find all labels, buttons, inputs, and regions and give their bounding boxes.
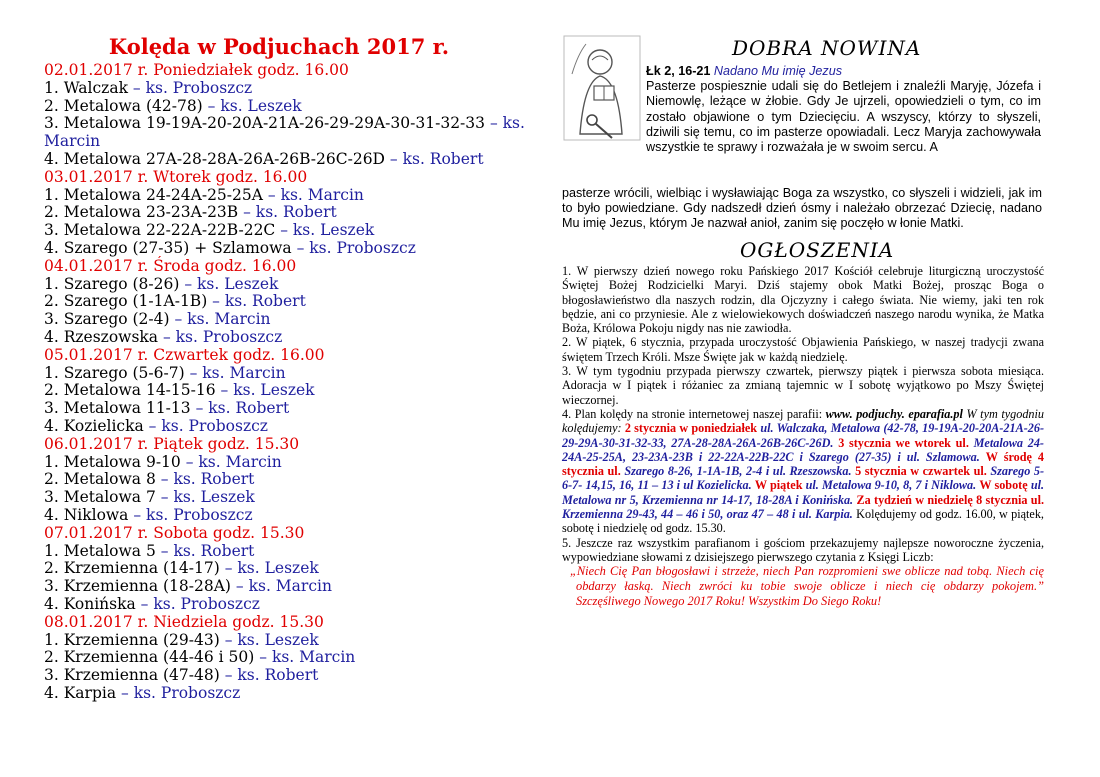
dobra-nowina-heading: DOBRA NOWINA	[732, 36, 922, 60]
entry-priest: ks. Leszek	[197, 274, 279, 293]
entry-place: 2. Krzemienna (44-46 i 50)	[44, 648, 255, 667]
entry-priest: ks. Marcin	[44, 114, 525, 151]
entry-dash: –	[385, 149, 403, 168]
entry-dash: –	[190, 399, 209, 418]
gospel-text-continued: pasterze wrócili, wielbiąc i wysławiając Boga za wszystko, co słyszeli i widzieli, jak im to było powiedziane. Gdy nadszedł dzień ósmy i należało obrzezać Dziecię, nadano Mu imię Jezus, którym Je nazwał anioł, zanim się poczęło w łonie Matki.	[562, 186, 1042, 231]
day-header: 05.01.2017 r. Czwartek godz. 16.00	[44, 345, 325, 364]
schedule-entry	[44, 667, 534, 685]
entry-priest: ks. Robert	[255, 203, 337, 222]
ann4-streets-sat: ul. Metalowa nr 5, Krzemienna nr 14-17, 18-28A i Konińska.	[562, 478, 1045, 507]
gospel-ref: Łk 2, 16-21	[646, 64, 711, 78]
entry-place: 3. Krzemienna (18-28A)	[44, 577, 231, 596]
entry-dash: –	[155, 488, 174, 507]
entry-place: 3. Metalowa 11-13	[44, 399, 191, 418]
entry-dash: –	[179, 274, 198, 293]
entry-place: 4. Szarego (27-35) + Szlamowa	[44, 238, 292, 257]
entry-dash: –	[275, 221, 293, 240]
schedule-entry	[44, 685, 534, 703]
schedule-entry	[44, 151, 534, 169]
ann4-day-thu: 5 stycznia w czwartek ul.	[855, 464, 987, 479]
entry-dash: –	[158, 327, 176, 346]
entry-dash: –	[169, 310, 188, 329]
day-header: 04.01.2017 r. Środa godz. 16.00	[44, 256, 297, 275]
schedule-entry	[44, 649, 534, 667]
entry-priest: ks. Robert	[237, 666, 319, 685]
entry-place: 4. Niklowa	[44, 505, 129, 524]
schedule-entry	[44, 204, 534, 222]
entry-priest: ks. Leszek	[220, 96, 302, 115]
schedule-entry	[44, 507, 534, 525]
entry-dash: –	[238, 203, 256, 222]
day-header: 06.01.2017 r. Piątek godz. 15.30	[44, 434, 300, 453]
entry-place: 4. Rzeszowska	[44, 327, 159, 346]
entry-dash: –	[230, 577, 249, 596]
announcement-2: 2. W piątek, 6 stycznia, przypada uroczystość Objawienia Pańskiego, w naszej tradycji zwana świętem Trzech Króli. Msze Święte jak w każdą niedzielę.	[562, 335, 1044, 364]
schedule-entry	[44, 222, 534, 240]
entry-dash: –	[262, 185, 281, 204]
entry-dash: –	[127, 78, 146, 97]
entry-priest: ks. Leszek	[173, 488, 255, 507]
entry-place: 2. Szarego (1-1A-1B)	[44, 292, 208, 311]
entry-dash: –	[155, 470, 174, 489]
entry-place: 1. Szarego (5-6-7)	[44, 363, 185, 382]
entry-place: 4. Metalowa 27A-28-28A-26A-26B-26C-26D	[44, 149, 385, 168]
parish-website-link[interactable]: www. podjuchy. eparafia.pl	[825, 406, 963, 421]
ann4-lead: W tym tygodniu kolędujemy:	[562, 406, 1044, 436]
schedule-title: Kolęda w Podjuchach 2017 r.	[108, 34, 450, 59]
schedule-entry	[44, 400, 534, 418]
entry-place: 2. Metalowa (42-78)	[44, 96, 203, 115]
entry-priest: ks. Leszek	[233, 381, 315, 400]
schedule-entry	[44, 578, 534, 596]
schedule-entry	[44, 543, 534, 561]
entry-place: 4. Kozielicka	[44, 416, 144, 435]
entry-dash: –	[219, 559, 238, 578]
entry-place: 1. Metalowa 9-10	[44, 452, 181, 471]
announcement-3: 3. W tym tygodniu przypada pierwszy czwartek, pierwszy piątek i pierwsza sobota miesiąca. Adoracja w I piątek i różaniec za zmianą tajemnic w I sobotę wyjątkowo po Mszy Świętej wieczornej.	[562, 364, 1044, 407]
entry-place: 2. Krzemienna (14-17)	[44, 559, 220, 578]
ann4-day-tue: 3 stycznia we wtorek ul.	[838, 435, 969, 450]
schedule-entry	[44, 240, 534, 258]
ann4-streets-tue: Metalowa 24-24A-25-25A, 23-23A-23B i 22-22A-22B-22C i Szarego (27-35) i ul. Szlamowa.	[562, 435, 1044, 464]
entry-dash: –	[155, 541, 174, 560]
entry-place: 2. Metalowa 8	[44, 470, 156, 489]
entry-priest: ks. Robert	[208, 399, 290, 418]
entry-place: 1. Metalowa 24-24A-25-25A	[44, 185, 263, 204]
entry-priest: ks. Leszek	[237, 630, 319, 649]
entry-place: 2. Metalowa 23-23A-23B	[44, 203, 239, 222]
entry-priest: ks. Marcin	[198, 452, 282, 471]
ann4-streets-thu: Szarego 5-6-7- 14,15, 16, 11 – 13 i ul Kozielicka.	[562, 464, 1045, 493]
gospel-text-1: Pasterze pospiesznie udali się do Betlejem i znaleźli Maryję, Józefa i Niemowlę, leżące w żłobie. Gdy Je ujrzeli, opowiedzieli o tym, co im zostało objawione o tym Dziecięciu. A wszyscy, którzy to słyszeli, dziwili się temu, co im pasterze opowiadali. Lecz Maryja zachowywała wszystkie te sprawy i rozważała je w swoim sercu. A	[646, 79, 1041, 155]
schedule-days	[44, 62, 534, 703]
schedule-entry	[44, 471, 534, 489]
entry-place: 3. Metalowa 7	[44, 488, 156, 507]
schedule-entry	[44, 365, 534, 383]
ann4-hours: Kolędujemy od godz. 16.00, w piątek, sobotę i niedzielę od godz. 15.30.	[562, 507, 1044, 536]
day-header: 03.01.2017 r. Wtorek godz. 16.00	[44, 167, 308, 186]
entry-place: 4. Konińska	[44, 594, 136, 613]
schedule-entry	[44, 311, 534, 329]
announcements	[562, 264, 1044, 609]
ogloszenia-heading: OGŁOSZENIA	[740, 238, 895, 262]
ann4-day-mon: 2 stycznia w poniedziałek	[624, 421, 758, 436]
entry-dash: –	[215, 381, 234, 400]
schedule-entry	[44, 489, 534, 507]
entry-priest: ks. Proboszcz	[153, 594, 260, 613]
schedule-entry	[44, 98, 534, 116]
entry-priest: ks. Robert	[173, 541, 255, 560]
entry-priest: ks. Marcin	[271, 648, 356, 667]
entry-place: 3. Metalowa 19-19A-20-20A-21A-26-29-29A-30-31-32-33	[44, 114, 486, 133]
ann4-day-sat: W sobotę	[979, 478, 1028, 493]
entry-dash: –	[135, 594, 154, 613]
entry-dash: –	[143, 416, 162, 435]
kolenda-schedule	[44, 34, 534, 703]
entry-priest: ks. Robert	[173, 470, 255, 489]
announcement-1: 1. W pierwszy dzień nowego roku Pańskiego 2017 Kościół celebruje liturgiczną uroczystość Świętej Bożej Rodzicielki Maryi. Dziś stajemy obok Matki Bożej, prosząc Boga o błogosławieństwo dla naszych rodzin, dla Ojczyzny i całego świata. Nie wiemy, jaki ten rok będzie, ani co przyniesie. Ale z wielowiekowych doświadczeń naszego narodu wynika, że Matka Boża, Królowa Pokoju nigdy nas nie zawiodła.	[562, 264, 1044, 336]
entry-priest: ks. Robert	[224, 292, 306, 311]
entry-priest: ks. Marcin	[202, 363, 286, 382]
schedule-entry	[44, 632, 534, 650]
entry-dash: –	[180, 452, 199, 471]
entry-priest: ks. Proboszcz	[309, 238, 416, 257]
entry-dash: –	[485, 114, 503, 133]
ann4-day-sun: Za tydzień w niedzielę 8 stycznia ul.	[856, 492, 1045, 507]
schedule-entry	[44, 418, 534, 436]
gospel-text	[646, 64, 1041, 155]
entry-dash: –	[116, 683, 134, 702]
entry-place: 3. Metalowa 22-22A-22B-22C	[44, 221, 276, 240]
entry-priest: ks. Proboszcz	[175, 327, 283, 346]
day-header: 08.01.2017 r. Niedziela godz. 15.30	[44, 612, 324, 631]
schedule-entry	[44, 454, 534, 472]
entry-place: 3. Krzemienna (47-48)	[44, 666, 220, 685]
entry-place: 1. Krzemienna (29-43)	[44, 630, 220, 649]
entry-place: 1. Szarego (8-26)	[44, 274, 180, 293]
ann4-streets-mon: ul. Walczaka, Metalowa (42-78, 19-19A-20-20A-21A-26-29-29A-30-31-32-33, 27A-28-28A-26A-26B-26C-26D.	[562, 421, 1045, 450]
entry-priest: ks. Proboszcz	[133, 683, 241, 702]
entry-priest: ks. Marcin	[248, 577, 332, 596]
ann4-intro: 4. Plan kolędy na stronie internetowej naszej parafii:	[562, 406, 823, 421]
entry-place: 1. Metalowa 5	[44, 541, 156, 560]
entry-priest: ks. Marcin	[187, 310, 271, 329]
day-header: 02.01.2017 r. Poniedziałek godz. 16.00	[44, 61, 349, 79]
entry-dash: –	[254, 648, 272, 667]
ann4-day-wed: W środę 4 stycznia ul.	[562, 449, 1045, 479]
schedule-entry	[44, 293, 534, 311]
entry-place: 2. Metalowa 14-15-16	[44, 381, 216, 400]
entry-dash: –	[128, 505, 147, 524]
blessing-quote: „Niech Cię Pan błogosławi i strzeże, niech Pan rozpromieni swe oblicze nad tobą. Niech cię obdarzy łaską. Niech zwróci ku tobie swoje oblicze i niech cię obdarzy pokojem.” Szczęśliwego Nowego 2017 Roku! Wszystkim Do Siego Roku!	[570, 564, 1044, 609]
entry-priest: ks. Leszek	[292, 221, 375, 240]
schedule-entry	[44, 80, 534, 98]
schedule-entry	[44, 187, 534, 205]
saint-peter-icon	[562, 34, 642, 142]
entry-priest: ks. Robert	[402, 149, 484, 168]
schedule-entry	[44, 329, 534, 347]
schedule-entry	[44, 276, 534, 294]
announcement-5: 5. Jeszcze raz wszystkim parafianom i gościom przekazujemy najlepsze noworoczne życzenia, wypowiedziane słowami z dzisiejszego pierwszego czytania z Księgi Liczb:	[562, 535, 1044, 564]
entry-place: 3. Szarego (2-4)	[44, 310, 170, 329]
ann4-day-fri: W piątek	[754, 478, 803, 493]
entry-dash: –	[219, 630, 238, 649]
entry-dash: –	[202, 96, 221, 115]
ann4-streets-sun: Krzemienna 29-43, 44 – 46 i 50, oraz 47 – 48 i ul. Karpia.	[562, 507, 853, 522]
entry-priest: ks. Leszek	[237, 559, 319, 578]
entry-place: 1. Walczak	[44, 78, 128, 97]
entry-dash: –	[219, 666, 238, 685]
announcement-4	[562, 407, 1044, 536]
entry-priest: ks. Proboszcz	[145, 78, 253, 97]
entry-dash: –	[184, 363, 203, 382]
ann4-streets-wed: Szarego 8-26, 1-1A-1B, 2-4 i ul. Rzeszowska.	[624, 464, 852, 479]
entry-priest: ks. Proboszcz	[161, 416, 268, 435]
schedule-entry	[44, 596, 534, 614]
entry-priest: ks. Proboszcz	[146, 505, 253, 524]
schedule-entry	[44, 115, 534, 151]
schedule-entry	[44, 560, 534, 578]
entry-dash: –	[291, 238, 310, 257]
entry-dash: –	[207, 292, 225, 311]
entry-place: 4. Karpia	[44, 683, 117, 702]
schedule-entry	[44, 382, 534, 400]
ann4-streets-fri: ul. Metalowa 9-10, 8, 7 i Niklowa.	[805, 478, 977, 493]
gospel-title: Nadano Mu imię Jezus	[713, 64, 843, 78]
entry-priest: ks. Marcin	[280, 185, 364, 204]
day-header: 07.01.2017 r. Sobota godz. 15.30	[44, 523, 305, 542]
